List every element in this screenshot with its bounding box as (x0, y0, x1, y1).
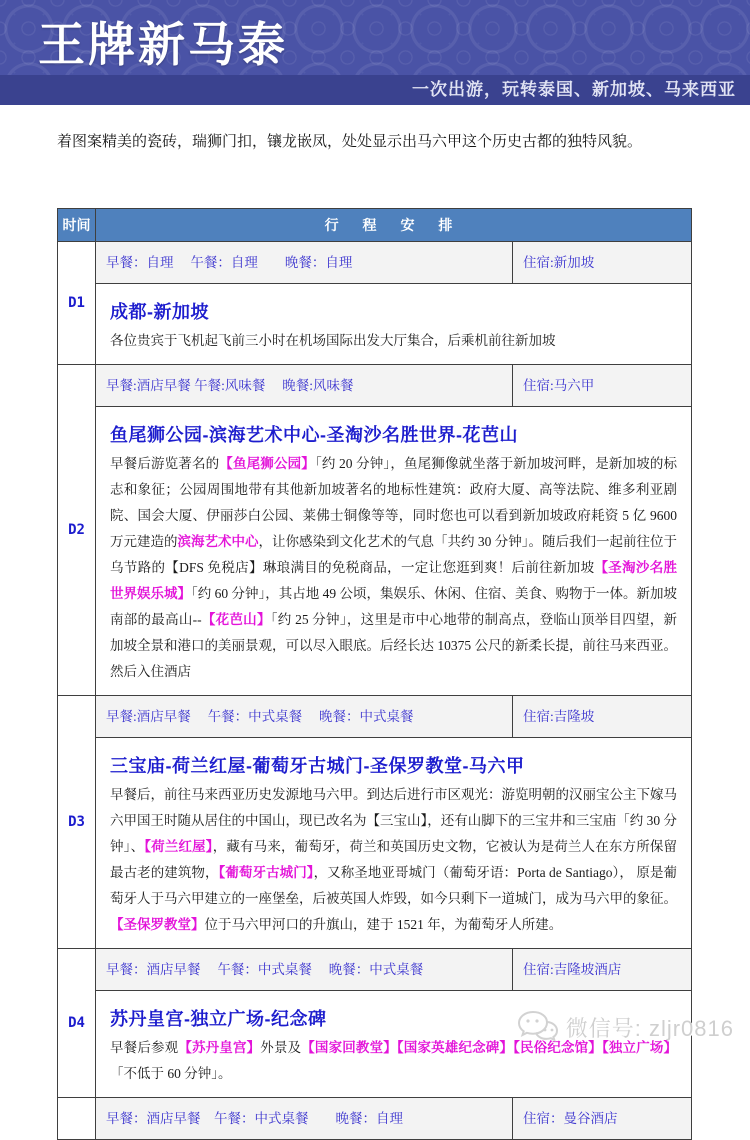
day-body-d2: 早餐后游览著名的【鱼尾狮公园】「约 20 分钟」，鱼尾狮像就坐落于新加坡河畔，是新加坡的标志和象征；公园周围地带有其他新加坡著名的地标性建筑：政府大厦、高等法院、维多利亚剧院、国会大厦、伊丽莎白公园、莱佛士铜像等等，同时您也可以看到新加坡政府耗资 5 亿 9600 万元建造的滨海艺术中心，让你感染到文化艺术的气息「共约 30 分钟」。随后我们一起前往位于乌节路的【DFS 免税店】琳琅满目的免税商品，一定让您逛到爽！后前往新加坡【圣淘沙名胜世界娱乐城】「约 60 分钟」，其占地 49 公顷，集娱乐、休闲、住宿、美食、购物于一体。新加坡南部的最高山--【花芭山】「约 25 分钟」，这里是市中心地带的制高点，登临山顶举目四望，新加坡全景和港口的美丽景观，可以尽入眼底。后经长达 10375 公尺的新柔长提，前往马来西亚。然后入住酒店 (110, 456, 678, 679)
banner-subtitle-strip (0, 75, 750, 105)
table-row (58, 365, 692, 407)
meals-d4: 早餐：酒店早餐 午餐：中式桌餐 晚餐：中式桌餐 (96, 949, 513, 991)
table-header-time: 时间 (58, 209, 96, 242)
intro-paragraph: 着图案精美的瓷砖，瑞狮门扣，镶龙嵌凤，处处显示出马六甲这个历史古都的独特风貌。 (57, 134, 643, 150)
table-header-row (58, 209, 692, 242)
day-content-d2 (96, 407, 692, 696)
table-row (58, 284, 692, 365)
day-body-d3: 早餐后，前往马来西亚历史发源地马六甲。到达后进行市区观光：游览明朝的汉丽宝公主下嫁马六甲国王时随从居住的中国山，现已改名为【三宝山】，还有山脚下的三宝井和三宝庙「约 30 分钟」、【荷兰红屋】，藏有马来，葡萄牙，荷兰和英国历史文物，它被认为是荷兰人在东方所保留最古老的建筑物，【葡萄牙古城门】，又称圣地亚哥城门（葡萄牙语：Porta de Santiago）， 原是葡萄牙人于马六甲建立的一座堡垒，后被英国人炸毁，如今只剩下一道城门，成为马六甲的象征。【圣保罗教堂】位于马六甲河口的升旗山，建于 1521 年，为葡萄牙人所建。 (110, 787, 678, 932)
day-content-d4 (96, 991, 692, 1098)
day-label-d1: D1 (58, 242, 96, 365)
table-row (58, 696, 692, 738)
table-row (58, 991, 692, 1098)
day-content-d3 (96, 738, 692, 949)
table-row (58, 738, 692, 949)
day-title-d3: 三宝庙-荷兰红屋-葡萄牙古城门-圣保罗教堂-马六甲 (110, 756, 525, 776)
wechat-id-text: 微信号: zljr0816 (565, 1015, 734, 1041)
banner-subtitle: 一次出游，玩转泰国、新加坡、马来西亚 (412, 80, 736, 99)
day-label-d2: D2 (58, 365, 96, 696)
banner-title: 王牌新马泰 (38, 18, 288, 71)
wechat-icon (517, 1010, 559, 1044)
table-row (58, 407, 692, 696)
table-row (58, 242, 692, 284)
stay-d2: 住宿:马六甲 (513, 365, 692, 407)
itinerary-table (57, 208, 692, 1140)
table-header-schedule: 行 程 安 排 (96, 209, 692, 242)
table-row (58, 949, 692, 991)
meals-d2: 早餐:酒店早餐 午餐:风味餐 晚餐:风味餐 (96, 365, 513, 407)
day-title-d1: 成都-新加坡 (110, 302, 209, 322)
meals-d1: 早餐：自理 午餐：自理 晚餐：自理 (96, 242, 513, 284)
day-content-d1 (96, 284, 692, 365)
meals-d5: 早餐：酒店早餐 午餐：中式桌餐 晚餐：自理 (96, 1098, 513, 1140)
stay-d3: 住宿:吉隆坡 (513, 696, 692, 738)
day-label-empty (58, 1098, 96, 1140)
stay-d1: 住宿:新加坡 (513, 242, 692, 284)
day-label-d3: D3 (58, 696, 96, 949)
meals-d3: 早餐:酒店早餐 午餐：中式桌餐 晚餐：中式桌餐 (96, 696, 513, 738)
day-body-d1: 各位贵宾于飞机起飞前三小时在机场国际出发大厅集合，后乘机前往新加坡 (110, 333, 556, 348)
banner (0, 0, 750, 105)
day-title-d4: 苏丹皇宫-独立广场-纪念碑 (110, 1009, 327, 1029)
wechat-watermark (517, 1010, 734, 1044)
day-label-d4: D4 (58, 949, 96, 1098)
stay-d4: 住宿:吉隆坡酒店 (513, 949, 692, 991)
day-body-d4: 早餐后参观【苏丹皇宫】外景及【国家回教堂】【国家英雄纪念碑】【民俗纪念馆】【独立广场】「不低于 60 分钟」。 (110, 1040, 678, 1081)
day-title-d2: 鱼尾狮公园-滨海艺术中心-圣淘沙名胜世界-花芭山 (110, 425, 518, 445)
table-row (58, 1098, 692, 1140)
stay-d5: 住宿：曼谷酒店 (513, 1098, 692, 1140)
